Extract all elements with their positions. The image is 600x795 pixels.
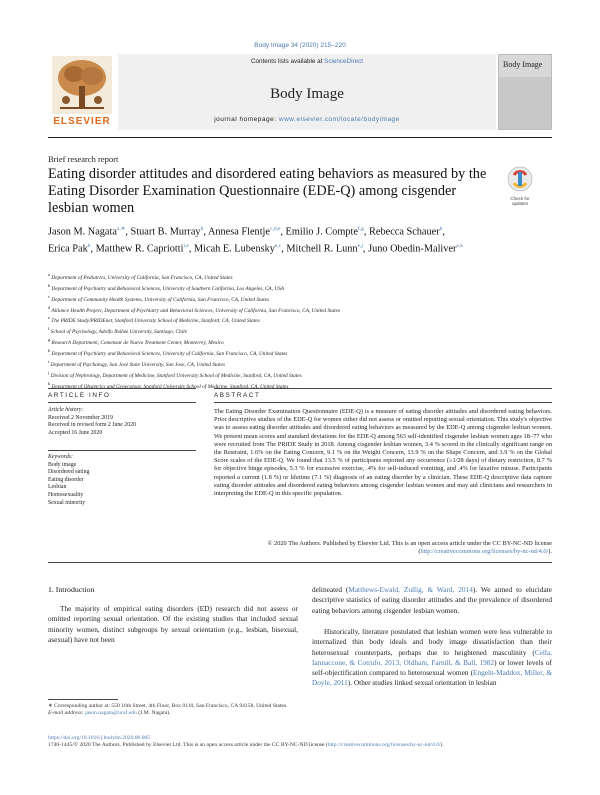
keywords-rule xyxy=(48,450,196,451)
abstract-heading: ABSTRACT xyxy=(214,392,261,399)
copyright-text: © 2020 The Authors. Published by Elsevier Ltd. This is an open access article under the CC BY-NC-ND license ( xyxy=(267,540,552,556)
affiliation-item xyxy=(48,282,552,293)
email-link[interactable]: jason.nagata@ucsf.edu xyxy=(85,710,137,717)
intro-left-paragraph: The majority of empirical eating disorders (ED) research did not assess or omitted reporting sexual orientation. Of the existing studies that included sexual minority women, distinct subgroups by sexual orientation (e.g., lesbian, bisexual, asexual) have not been xyxy=(48,604,298,644)
crossmark-icon xyxy=(506,166,534,192)
citation-link[interactable]: Cella, Iannaccone, & Cotrufo, 2013; Oldham, Farnill, & Ball, 1982 xyxy=(312,647,552,667)
author-separator: , xyxy=(203,226,208,238)
affiliation-item xyxy=(48,347,552,358)
author-separator: , xyxy=(362,243,369,255)
keywords-block xyxy=(48,454,196,507)
author-name[interactable]: Jason M. Nagata xyxy=(48,226,117,238)
article-info-heading: ARTICLE INFO xyxy=(48,392,111,399)
affiliation-key: i xyxy=(48,358,50,364)
history-label: Article history: xyxy=(48,407,84,413)
author-affiliation-mark[interactable]: h xyxy=(439,226,443,232)
footer-license-end: ). xyxy=(440,742,444,749)
author-separator: , xyxy=(125,226,131,238)
affiliation-key: e xyxy=(48,315,50,321)
contents-line xyxy=(118,58,496,65)
affiliation-item xyxy=(48,271,552,282)
affiliation-text: Department of Community Health Systems, University of California, San Francisco, CA, United States xyxy=(51,296,270,303)
author-affiliation-mark[interactable]: a,∗ xyxy=(116,226,126,232)
keyword-item: Homosexuality xyxy=(48,491,84,498)
footnote-rule xyxy=(48,699,118,700)
keyword-item: Sexual minority xyxy=(48,499,86,506)
author-list xyxy=(48,222,468,257)
email-suffix: (J.M. Nagata). xyxy=(138,710,171,717)
intro-text: delineated ( xyxy=(312,585,349,594)
contents-prefix: Contents lists available at xyxy=(250,58,323,65)
intro-text: ). Other studies linked sexual orientation in lesbian xyxy=(347,678,497,688)
elsevier-tree-icon xyxy=(52,56,112,114)
abstract-subrule xyxy=(214,402,552,403)
homepage-link[interactable]: www.elsevier.com/locate/bodyimage xyxy=(278,116,400,123)
intro-right-paragraph-2 xyxy=(312,627,552,689)
corresponding-author: ∗ Corresponding author at: 550 16th Street, 4th Floor, Box 0110, San Francisco, CA 94158, United States. xyxy=(48,703,288,709)
author-name[interactable]: Emilio J. Compte xyxy=(285,226,358,238)
abstract-end-rule xyxy=(48,562,552,563)
affiliation-item xyxy=(48,304,552,315)
author-name[interactable]: Rebecca Schauer xyxy=(369,226,440,238)
affiliation-text: Research Department, Comenzar de Nuevo Treatment Center, Monterrey, Mexico xyxy=(51,339,224,346)
intro-text: ). We aimed to elucidate descriptive statistics of eating disorder attitudes and the prevalence of disordered eating behaviors among cisgender lesbian women. xyxy=(312,585,552,615)
author-separator: , xyxy=(442,226,445,238)
author-separator: , xyxy=(90,243,96,255)
author-affiliation-mark[interactable]: h xyxy=(87,243,91,250)
elsevier-wordmark: ELSEVIER xyxy=(53,116,111,127)
abstract-rule xyxy=(214,388,552,389)
header-rule xyxy=(48,137,552,138)
affiliation-text: Department of Psychiatry and Behavioral Sciences, University of California, San Francisco, CA, United States xyxy=(51,350,288,357)
affiliation-item xyxy=(48,336,552,347)
article-info-rule xyxy=(48,388,196,389)
page-footer xyxy=(48,735,552,749)
affiliation-key: k xyxy=(48,380,51,386)
citation-link[interactable]: Engeln-Maddox, Miller, & Doyle, 2011 xyxy=(312,668,552,688)
author-affiliation-mark[interactable]: i,e xyxy=(183,243,189,250)
elsevier-logo xyxy=(48,54,116,130)
author-name[interactable]: Stuart B. Murray xyxy=(130,226,201,238)
affiliation-key: c xyxy=(48,293,50,299)
author-separator: , xyxy=(280,226,286,238)
affiliation-text: Department of Obstetrics and Gynecology, Stanford University School of Medicine, Stanford, CA, United States xyxy=(51,383,289,390)
author-separator: , xyxy=(188,243,194,255)
journal-citation[interactable]: Body Image 34 (2020) 215–220 xyxy=(254,42,346,49)
author-name[interactable]: Erica Pak xyxy=(48,243,88,255)
history-received: Received 2 November 2019 xyxy=(48,414,113,421)
author-name[interactable]: Annesa Flentje xyxy=(207,226,270,238)
affiliation-text: School of Psychology, Adolfo Ibáñez University, Santiago, Chile xyxy=(50,329,187,336)
keyword-item: Eating disorder xyxy=(48,476,84,483)
journal-homepage xyxy=(118,116,496,123)
journal-cover[interactable] xyxy=(498,54,552,130)
footer-license-text: 1740-1445/© 2020 The Authors. Published by Elsevier Ltd. This is an open access article under the CC BY-NC-ND license ( xyxy=(48,742,328,749)
keyword-item: Lesbian xyxy=(48,484,67,491)
affiliation-key: f xyxy=(48,326,50,332)
affiliation-item xyxy=(48,293,552,304)
citation-link[interactable]: Matthews-Ewald, Zullig, & Ward, 2014 xyxy=(348,585,473,594)
keyword-item: Body image xyxy=(48,461,77,468)
keyword-item: Disordered eating xyxy=(48,469,90,476)
author-affiliation-mark[interactable]: f,g xyxy=(357,226,364,232)
intro-right-paragraph-1 xyxy=(312,585,552,616)
email-label: E-mail address: xyxy=(48,710,84,717)
article-type: Brief research report xyxy=(48,154,119,164)
affiliation-text: Department of Pediatrics, University of California, San Francisco, CA, United States xyxy=(51,274,233,281)
affiliation-item xyxy=(48,369,552,380)
affiliation-key: d xyxy=(48,304,51,310)
affiliation-key: h xyxy=(48,348,51,354)
sciencedirect-link[interactable]: ScienceDirect xyxy=(324,58,363,65)
intro-text: Historically, literature postulated that lesbian women were less vulnerable to internalized thin body ideals and body image dissatisfaction than their heterosexual counterparts, perhaps due to heightened masculinity ( xyxy=(312,627,552,657)
author-affiliation-mark[interactable]: b xyxy=(200,226,204,232)
email-line xyxy=(48,710,298,717)
author-affiliation-mark[interactable]: c,d,e xyxy=(270,226,281,232)
cover-title: Body Image xyxy=(503,60,543,69)
affiliation-text: Division of Nephrology, Department of Medicine, Stanford University School of Medicine, Stanford, CA, United States xyxy=(50,372,302,379)
footer-license xyxy=(48,742,552,749)
author-affiliation-mark[interactable]: e,c xyxy=(274,243,282,250)
corresponding-footnote xyxy=(48,703,298,718)
author-name[interactable]: Mitchell R. Lunn xyxy=(286,243,358,255)
abstract-copyright xyxy=(214,540,552,556)
cover-image xyxy=(499,77,551,129)
affiliation-list xyxy=(48,271,552,390)
affiliation-item xyxy=(48,358,552,369)
author-affiliation-mark[interactable]: e,j xyxy=(357,243,363,250)
intro-text: ) or lower levels of self-objectification compared to heterosexual women ( xyxy=(312,657,552,678)
affiliation-text: The PRIDE Study/PRIDEnet, Stanford University School of Medicine, Stanford, CA, United States xyxy=(51,318,260,325)
keywords-label: Keywords: xyxy=(48,454,73,460)
affiliation-text: Department of Psychology, San José State University, San Jose, CA, United States xyxy=(50,361,225,368)
affiliation-key: a xyxy=(48,272,50,277)
affiliation-key: g xyxy=(48,337,51,343)
affiliation-key: b xyxy=(48,282,51,288)
crossmark-button[interactable] xyxy=(506,166,534,204)
affiliation-item xyxy=(48,314,552,325)
author-name[interactable]: Matthew R. Capriotti xyxy=(95,243,184,255)
article-title: Eating disorder attitudes and disordered eating behaviors as measured by the Eating Disorder Examination Questionnaire (EDE-Q) among cisgender lesbian women xyxy=(48,166,487,216)
crossmark-label: Check for updates xyxy=(510,196,530,206)
author-separator: , xyxy=(363,226,370,238)
author-name[interactable]: Juno Obedin-Maliver xyxy=(368,243,457,255)
history-revised: Received in revised form 2 June 2020 xyxy=(48,422,136,429)
homepage-label: journal homepage: xyxy=(214,116,277,123)
author-name[interactable]: Micah E. Lubensky xyxy=(193,243,275,255)
affiliation-item xyxy=(48,325,552,336)
abstract-text: The Eating Disorder Examination Questionnaire (EDE-Q) is a measure of eating disorder attitudes and disordered eating behaviors. Prior descriptive studies of the EDE-Q for women either did not assess or omitted reporting sexual orientation. This study's objective was to assess eating disorder attitudes and disordered eating behaviors as measured by the EDE-Q among cisgender lesbian women. We present mean scores and standard deviations for the EDE-Q among 563 self-identified cisgender lesbian women ages 18–77 who were recruited from The PRIDE Study in 2018. Among cisgender lesbian women, 3.4 % scored in the clinically significant range on the Restraint, 1.6% on the Eating Concern, 9.1 % on the Weight Concern, 13.9 % on the Shape Concern, and 3.9 % on the Global Score scales of the EDE-Q. We found that 13.5 % of participants reported any occurrence (≥1/28 days) of dietary restriction, 8.7 % for objective binge episodes, 5.3 % for excessive exercise, .4% for self-induced vomiting, and .4% for laxative misuse. Participants reported a current (1.8 %) or lifetime (7.1 %) diagnosis of an eating disorder by a clinician. These EDE-Q descriptive data capture eating disorder attitudes and disordered eating behaviors among cisgender lesbian women and may aid clinicians and researchers in interpreting the EDE-Q in this specific population. xyxy=(214,408,552,498)
affiliation-text: Department of Psychiatry and Behavioral Sciences, University of Southern California, Los Angeles, CA, USA xyxy=(51,285,285,292)
affiliation-text: Alliance Health Project, Department of Psychiatry and Behavioral Sciences, University of California, San Francisco, CA, United States xyxy=(51,307,341,314)
author-affiliation-mark[interactable]: e,k xyxy=(456,243,464,250)
license-link[interactable]: http://creativecommons.org/licenses/by-nc-nd/4.0/ xyxy=(420,548,549,556)
doi-link[interactable]: https://doi.org/10.1016/j.bodyim.2020.06.005 xyxy=(48,735,151,741)
footer-license-link[interactable]: http://creativecommons.org/licenses/by-nc-nd/4.0/ xyxy=(327,742,441,749)
journal-name: Body Image xyxy=(270,86,344,102)
affiliation-key: j xyxy=(48,369,50,375)
article-history xyxy=(48,407,196,437)
article-info-subrule xyxy=(48,402,196,403)
intro-heading: 1. Introduction xyxy=(48,585,95,594)
copyright-end: ). xyxy=(548,548,552,556)
author-separator: , xyxy=(281,243,287,255)
history-accepted: Accepted 16 June 2020 xyxy=(48,429,103,436)
